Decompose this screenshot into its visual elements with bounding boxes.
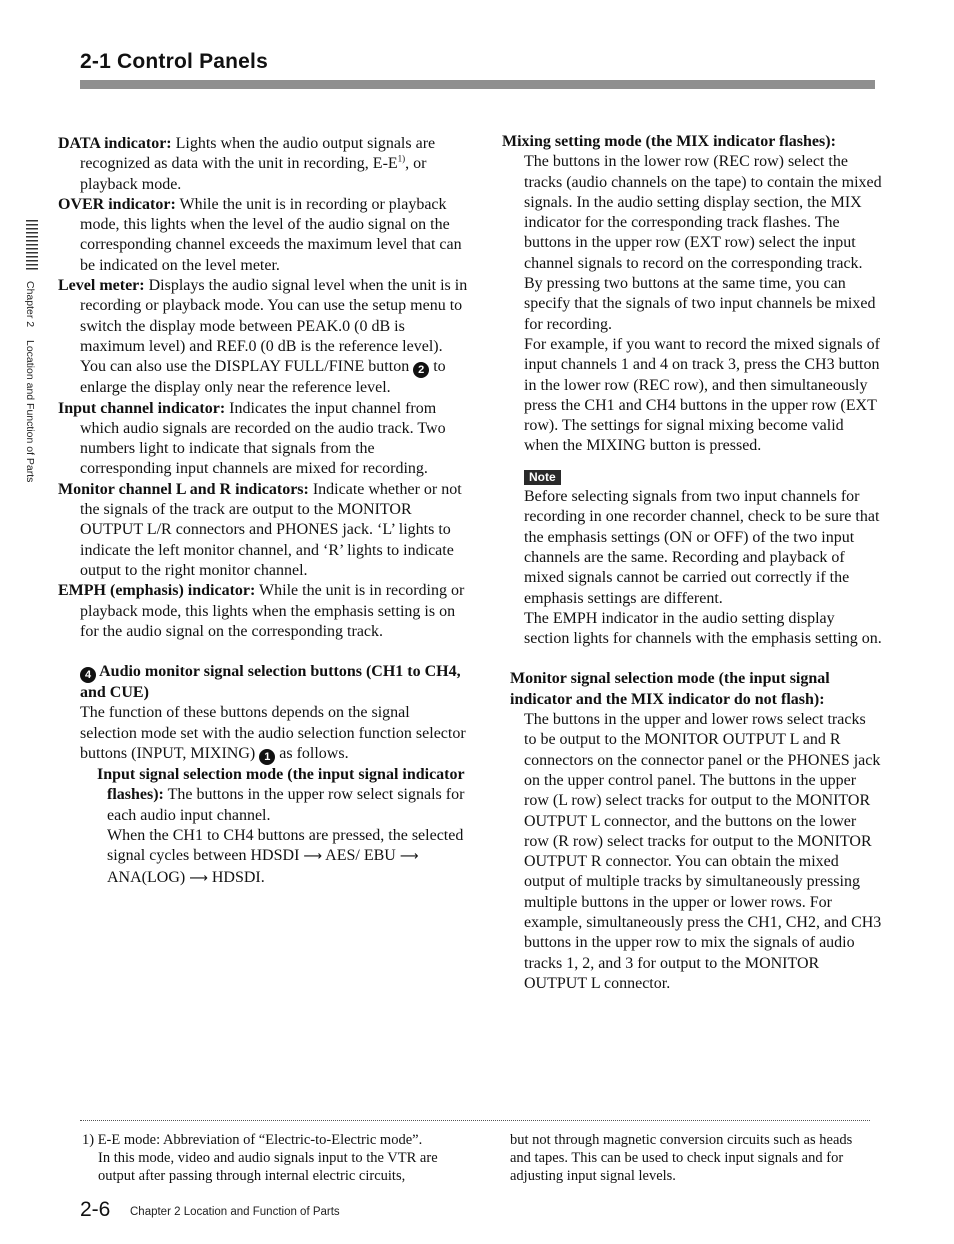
- right-column: [502, 132, 882, 994]
- note-para-1: Before selecting signals from two input channels for recording in one recorder channel, check to be sure that the emphasis settings (ON or OFF) of the two input channels are the same. Recording and playback of mixed signals cannot be carried out correctly if the emphasis settings are different.: [524, 488, 880, 607]
- input-mode-item: [97, 765, 470, 826]
- footer-chapter: Chapter 2 Location and Function of Parts: [130, 1206, 340, 1218]
- footnote-divider: [80, 1120, 870, 1121]
- footnote-1-first-line: 1) E-E mode: Abbreviation of “Electric-to-Electric mode”.: [82, 1132, 423, 1148]
- term: OVER indicator:: [58, 195, 176, 213]
- intro-text-end: as follows.: [275, 745, 349, 763]
- title-rule: [80, 80, 875, 89]
- intro-text: The function of these buttons depends on the signal selection mode set with the audio selection function selector buttons (INPUT, MIXING): [80, 704, 466, 763]
- left-column: [58, 134, 470, 889]
- over-indicator-item: [58, 195, 470, 276]
- chapter-side-label: [24, 281, 36, 482]
- item-4-intro: [80, 703, 470, 765]
- term: Input signal selection mode (the input signal indicator flashes):: [97, 766, 465, 804]
- mixing-mode-para-2: For example, if you want to record the mixed signals of input channels 1 and 4 on track 3, press the CH3 button in the lower row (REC row), and then simultaneously press the CH1 and CH4 buttons in the upper row (EXT row). The settings for signal mixing become valid when the MIXING button is pressed.: [524, 335, 880, 455]
- note-badge: Note: [524, 470, 561, 485]
- definition-end: to enlarge the display only near the reference level.: [80, 358, 446, 397]
- note-para-2: The EMPH indicator in the audio setting display section lights for channels with the emphasis setting on.: [524, 609, 882, 648]
- item-4-heading: [80, 662, 470, 703]
- mixing-mode-heading: Mixing setting mode (the MIX indicator flashes):: [502, 133, 836, 150]
- cycle-part: AES/ EBU: [322, 847, 400, 865]
- cycle-part: When the CH1 to CH4 buttons are pressed, the selected signal cycles between HDSDI: [107, 826, 464, 865]
- item-4-title: Audio monitor signal selection buttons (CH1 to CH4, and CUE): [80, 663, 461, 702]
- footnote-1-continued: In this mode, video and audio signals input to the VTR are output after passing through internal electric circuits,: [98, 1150, 438, 1185]
- circled-number-1-icon: 1: [259, 749, 275, 765]
- emph-indicator-item: [58, 581, 470, 642]
- term: DATA indicator:: [58, 135, 172, 152]
- monitor-mode-heading: Monitor signal selection mode (the input signal indicator and the MIX indicator do not flash):: [510, 670, 830, 708]
- data-indicator-item: [58, 134, 470, 195]
- definition-end: , or playback mode.: [80, 155, 427, 193]
- cycle-part: ANA(LOG): [107, 868, 190, 886]
- term: Monitor channel L and R indicators:: [58, 480, 309, 498]
- arrow-right-icon: ⟶: [189, 870, 208, 886]
- footnote-left: [82, 1131, 467, 1186]
- side-section: Location and Function of Parts: [24, 340, 36, 483]
- page-number: 2-6: [80, 1198, 111, 1221]
- footnote-ref: 1): [397, 153, 406, 164]
- definition: Lights when the audio output signals are recognized as data with the unit in recording, E-E: [80, 135, 436, 173]
- mixing-mode-para-1: The buttons in the lower row (REC row) select the tracks (audio channels on the tape) to contain the mixed signals. In the audio setting display section, the MIX indicator for the corresponding track flashes. The buttons in the upper row (EXT row) select the input channel signals to record on the corresponding track. By pressing two buttons at the same time, you can specify that the signals of two input channels be mixed for recording.: [524, 153, 882, 333]
- term: EMPH (emphasis) indicator:: [58, 582, 256, 600]
- arrow-right-icon: ⟶: [303, 849, 323, 865]
- side-chapter: Chapter 2: [24, 281, 36, 328]
- monitor-mode-para: The buttons in the upper and lower rows select tracks to be output to the MONITOR OUTPUT L and R connectors on the connector panel or the PHONES jack on the upper control panel. The buttons in the upper row (L row) select tracks for output to the MONITOR OUTPUT L connector, and the buttons on the lower row (R row) select tracks for output to the MONITOR OUTPUT R connector. You can obtain the mixed output of multiple tracks by simultaneously pressing multiple buttons in the upper or lower rows. For example, simultaneously press the CH1, CH2, and CH3 buttons in the upper row to mix the signals of audio tracks 1, 2, and 3 for output to the MONITOR OUTPUT L connector.: [524, 711, 882, 992]
- term: Level meter:: [58, 277, 145, 295]
- chapter-tab-stripes: [26, 220, 38, 270]
- definition: Indicate whether or not the signals of the track are output to the MONITOR OUTPUT L/R connectors and PHONES jack. ‘L’ lights to indicate the left monitor channel, and ‘R’ lights to indicate output to the right monitor channel.: [80, 480, 462, 579]
- cycle-part: HDSDI.: [207, 868, 265, 886]
- definition: The buttons in the upper row select signals for each audio input channel.: [107, 786, 465, 824]
- definition: While the unit is in recording or playback mode, this lights when the emphasis setting is on for the audio signal on the corresponding track.: [80, 582, 465, 640]
- signal-cycle-text: [107, 826, 470, 889]
- level-meter-item: [58, 276, 470, 398]
- section-title: 2-1 Control Panels: [80, 50, 268, 73]
- arrow-right-icon: ⟶: [399, 849, 419, 865]
- circled-number-2-icon: 2: [413, 362, 429, 378]
- definition: While the unit is in recording or playback mode, this lights when the level of the audio signal on the corresponding channel exceeds the maximum level that can be indicated on the level meter.: [80, 195, 462, 274]
- input-channel-item: [58, 399, 470, 480]
- footnote-right: but not through magnetic conversion circuits such as heads and tapes. This can be used to check input signals and for adjusting input signal levels.: [510, 1132, 853, 1185]
- term: Input channel indicator:: [58, 399, 226, 417]
- monitor-channel-item: [58, 480, 470, 581]
- definition: Displays the audio signal level when the unit is in recording or playback mode. You can use the setup menu to switch the display mode between PEAK.0 (0 dB is maximum level) and REF.0 (0 dB is the reference level). You can also use the DISPLAY FULL/FINE button: [80, 277, 468, 376]
- circled-number-4-icon: 4: [80, 667, 96, 683]
- definition: Indicates the input channel from which audio signals are recorded on the audio track. Two numbers light to indicate that signals from the corresponding input channels are mixed for recording.: [80, 399, 446, 478]
